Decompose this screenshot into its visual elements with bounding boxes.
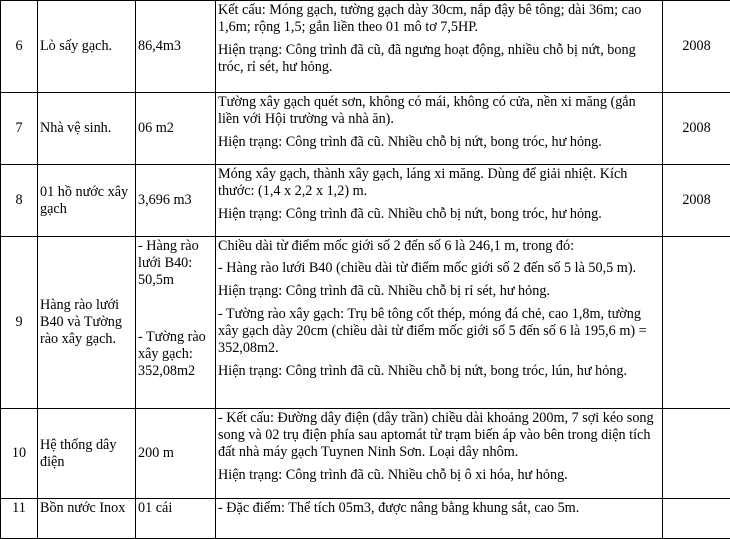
- table-row: [1, 409, 730, 499]
- year-cell: 2008: [663, 93, 730, 165]
- description-line: Kết cấu: Móng gạch, tường gạch dày 30cm, nắp đậy bê tông; dài 36m; cao 1,6m; rộng 1,5; gắn liền theo 01 mô tơ 7,5HP.: [218, 2, 660, 36]
- description-line: Hiện trạng: Công trình đã cũ. Nhiều chỗ bị nứt, bong tróc, lún, hư hỏng.: [218, 363, 660, 380]
- quantity-part: - Tường rào xây gạch: 352,08m2: [138, 329, 213, 380]
- stt-cell: 9: [1, 237, 38, 409]
- stt-cell: 11: [1, 499, 38, 539]
- description-cell: [216, 1, 663, 93]
- table-row: [1, 499, 730, 539]
- description-cell: [216, 409, 663, 499]
- year-cell: 2008: [663, 1, 730, 93]
- name-cell: Hàng rào lưới B40 và Tường rào xây gạch.: [38, 237, 136, 409]
- quantity-cell: [136, 237, 216, 409]
- stt-cell: 10: [1, 409, 38, 499]
- stt-cell: 6: [1, 1, 38, 93]
- year-cell: 2008: [663, 165, 730, 237]
- description-line: - Kết cấu: Đường dây điện (dây trần) chiều dài khoảng 200m, 7 sợi kéo song song và 02 trụ điện phía sau aptomát từ trạm biến áp vào bên trong diện tích đất nhà máy gạch Tuynen Ninh Sơn. Loại dây nhôm.: [218, 410, 660, 461]
- quantity-cell: 86,4m3: [136, 1, 216, 93]
- table-row: [1, 237, 730, 409]
- description-cell: [216, 165, 663, 237]
- stt-cell: 7: [1, 93, 38, 165]
- name-cell: Bồn nước Inox: [38, 499, 136, 539]
- quantity-cell: 06 m2: [136, 93, 216, 165]
- quantity-cell: 200 m: [136, 409, 216, 499]
- name-cell: Hệ thống dây điện: [38, 409, 136, 499]
- quantity-cell: 3,696 m3: [136, 165, 216, 237]
- description-line: Hiện trạng: Công trình đã cũ. Nhiều chỗ bị nứt, bong tróc, hư hỏng.: [218, 206, 660, 223]
- table-row: [1, 93, 730, 165]
- description-cell: [216, 93, 663, 165]
- description-line: Chiều dài từ điểm mốc giới số 2 đến số 6 là 246,1 m, trong đó:: [218, 238, 660, 255]
- description-cell: [216, 499, 663, 539]
- description-cell: [216, 237, 663, 409]
- description-line: Hiện trạng: Công trình đã cũ. Nhiều chỗ bị ô xi hóa, hư hỏng.: [218, 467, 660, 484]
- description-line: Hiện trạng: Công trình đã cũ. Nhiều chỗ bị rỉ sét, hư hỏng.: [218, 283, 660, 300]
- table-row: [1, 1, 730, 93]
- quantity-part: - Hàng rào lưới B40: 50,5m: [138, 238, 213, 289]
- year-cell: [663, 237, 730, 409]
- name-cell: Lò sấy gạch.: [38, 1, 136, 93]
- description-line: - Tường rào xây gạch: Trụ bê tông cốt thép, móng đá chẻ, cao 1,8m, tường xây gạch dày 20cm (chiều dài từ điểm mốc giới số 5 đến số 6 là 195,6 m) = 352,08m2.: [218, 306, 660, 357]
- description-line: Tường xây gạch quét sơn, không có mái, không có cửa, nền xi măng (gắn liền với Hội trường và nhà ăn).: [218, 94, 660, 128]
- description-line: Móng xây gạch, thành xây gạch, láng xi măng. Dùng để giải nhiệt. Kích thước: (1,4 x 2,2 x 1,2) m.: [218, 166, 660, 200]
- description-line: Hiện trạng: Công trình đã cũ, đã ngưng hoạt động, nhiều chỗ bị nứt, bong tróc, rỉ sét, hư hỏng.: [218, 42, 660, 76]
- year-cell: [663, 409, 730, 499]
- stt-cell: 8: [1, 165, 38, 237]
- year-cell: [663, 499, 730, 539]
- description-line: Hiện trạng: Công trình đã cũ. Nhiều chỗ bị nứt, bong tróc, hư hỏng.: [218, 134, 660, 151]
- description-line: - Hàng rào lưới B40 (chiều dài từ điểm mốc giới số 2 đến số 5 là 50,5 m).: [218, 260, 660, 277]
- name-cell: 01 hồ nước xây gạch: [38, 165, 136, 237]
- description-line: - Đặc điểm: Thể tích 05m3, được nâng bằng khung sắt, cao 5m.: [218, 500, 660, 517]
- quantity-cell: 01 cái: [136, 499, 216, 539]
- name-cell: Nhà vệ sinh.: [38, 93, 136, 165]
- table-row: [1, 165, 730, 237]
